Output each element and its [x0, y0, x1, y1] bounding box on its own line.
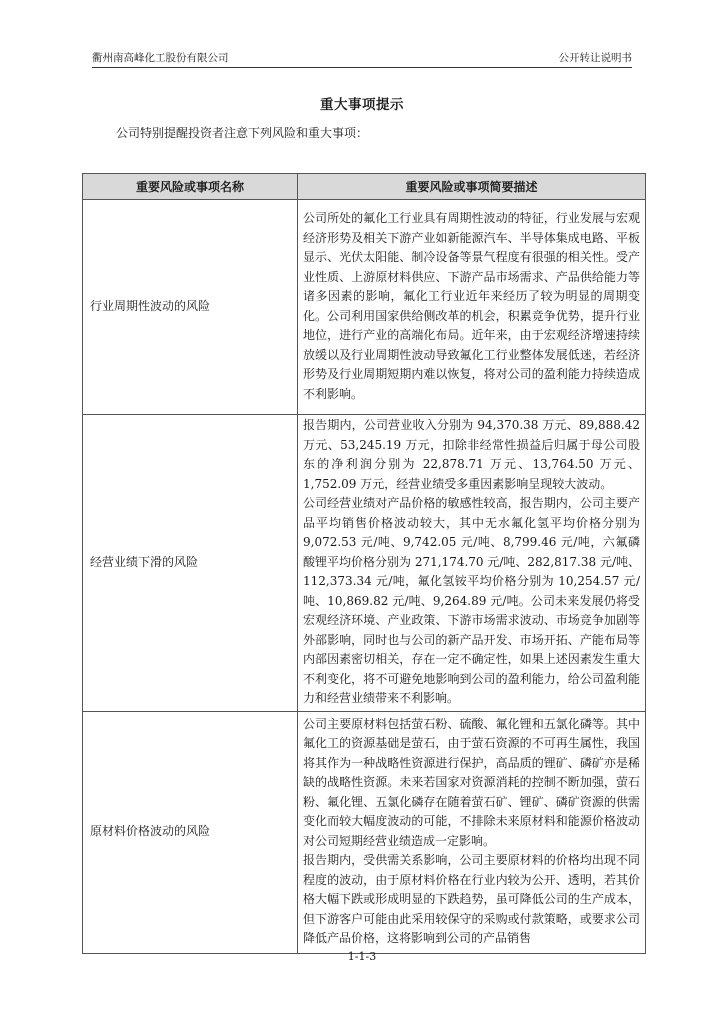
table-row — [83, 200, 646, 415]
header-company-name: 衢州南高峰化工股份有限公司 — [92, 52, 229, 64]
risk-name-cell: 原材料价格波动的风险 — [83, 711, 298, 953]
risk-description-cell — [298, 415, 646, 712]
risk-description-cell — [298, 711, 646, 953]
header-document-type: 公开转让说明书 — [558, 52, 632, 64]
risk-table — [82, 173, 646, 954]
risk-name-cell: 经营业绩下滑的风险 — [83, 415, 298, 712]
description-paragraph: 公司主要原材料包括萤石粉、硫酸、氟化锂和五氯化磷等。其中氟化工的资源基础是萤石，由于萤石资源的不可再生属性，我国将其作为一种战略性资源进行保护，高品质的锂矿、磷矿亦是稀缺的战略性资源。未来若国家对资源消耗的控制不断加强，萤石粉、氟化锂、五氯化磷存在随着萤石矿、锂矿、磷矿资源的供需变化而较大幅度波动的可能，不排除未来原材料和能源价格波动对公司短期经营业绩造成一定影响。 — [303, 716, 640, 848]
description-paragraph: 报告期内，受供需关系影响，公司主要原材料的价格均出现不同程度的波动，由于原材料价格在行业内较为公开、透明，若其价格大幅下跌或形成明显的下跌趋势，虽可降低公司的生产成本，但下游客户可能由此采用较保守的采购或付款策略，或要求公司降低产品价格，这将影响到公司的产品销售 — [303, 853, 640, 945]
column-header-risk-description: 重要风险或事项简要描述 — [298, 174, 646, 200]
table-row — [83, 415, 646, 712]
table-header-row — [83, 174, 646, 200]
table-row — [83, 711, 646, 953]
description-paragraph: 公司所处的氟化工行业具有周期性波动的特征，行业发展与宏观经济形势及相关下游产业如新能源汽车、半导体集成电路、平板显示、光伏太阳能、制冷设备等景气程度有很强的相关性。受产业性质、上游原材料供应、下游产品市场需求、产品供给能力等诸多因素的影响，氟化工行业近年来经历了较为明显的周期变化。公司利用国家供给侧改革的机会，积累竞争优势，提升行业地位，进行产业的高端化布局。近年来，由于宏观经济增速持续放缓以及行业周期性波动导致氟化工行业整体发展低迷，若经济形势及行业周期短期内难以恢复，将对公司的盈利能力持续造成不利影响。 — [303, 211, 640, 401]
page-number: 1-1-3 — [347, 950, 377, 963]
page-header — [92, 50, 632, 68]
description-paragraph: 公司经营业绩对产品价格的敏感性较高，报告期内，公司主要产品平均销售价格波动较大，其中无水氟化氢平均价格分别为 9,072.53 元/吨、9,742.05 元/吨、8,799.46 元/吨，六氟磷酸锂平均价格分别为 271,174.70 元/吨、282,817.38 元/吨、112,373.34 元/吨，氟化氢铵平均价格分别为 10,254.57 元/吨、10,869.82 元/吨、9,264.89 元/吨。公司未来发展仍将受宏观经济环境、产业政策、下游市场需求波动、市场竞争加剧等外部影响，同时也与公司的新产品开发、市场开拓、产能布局等内部因素密切相关，存在一定不确定性，如果上述因素发生重大不利变化，将不可避免地影响到公司的盈利能力，给公司盈利能力和经营业绩带来不利影响。 — [303, 496, 640, 705]
risk-description-cell — [298, 200, 646, 415]
column-header-risk-name: 重要风险或事项名称 — [83, 174, 298, 200]
description-paragraph: 报告期内，公司营业收入分别为 94,370.38 万元、89,888.42 万元、53,245.19 万元，扣除非经常性损益后归属于母公司股东的净利润分别为 22,878.71 万元、13,764.50 万元、1,752.09 万元，经营业绩受多重因素影响呈现较大波动。 — [303, 418, 640, 491]
risk-name-cell: 行业周期性波动的风险 — [83, 200, 298, 415]
intro-text: 公司特别提醒投资者注意下列风险和重大事项： — [116, 126, 369, 140]
page-title: 重大事项提示 — [320, 97, 404, 113]
